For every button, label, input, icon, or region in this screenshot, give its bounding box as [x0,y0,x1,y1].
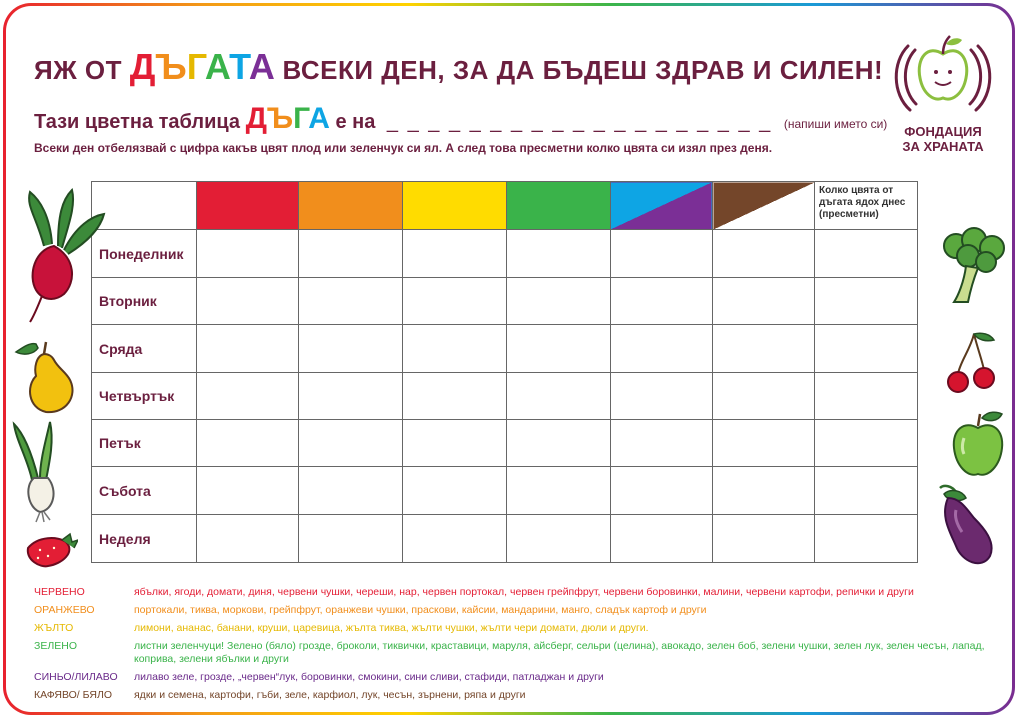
color-count-cell[interactable] [506,230,610,278]
color-count-cell[interactable] [403,278,507,325]
color-count-cell[interactable] [299,373,403,420]
color-count-cell[interactable] [403,467,507,515]
legend-row [34,604,1004,617]
eggplant-icon [930,480,996,572]
leek-icon [10,420,74,524]
blue-purple-column-header [610,182,713,230]
apple-hands-icon [888,28,998,124]
color-count-cell[interactable] [196,230,299,278]
color-count-cell[interactable] [610,278,713,325]
color-count-cell[interactable] [299,325,403,373]
green-column-header [506,182,610,230]
subtitle-prefix: Тази цветна таблица [34,111,241,133]
day-label: Петък [92,420,197,467]
color-count-cell[interactable] [506,467,610,515]
legend-items: лилаво зеле, грозде, „червен“лук, боровинки, смокини, сини сливи, стафиди, патладжан и други [134,671,604,683]
color-count-cell[interactable] [610,420,713,467]
legend-items: лимони, ананас, банани, круши, царевица, жълта тиква, жълти чушки, жълти чери домати, дюли и други. [134,622,649,634]
day-label: Вторник [92,278,197,325]
logo-line-2: ЗА ХРАНАТА [902,139,984,154]
day-label: Сряда [92,325,197,373]
title-suffix: ВСЕКИ ДЕН, ЗА ДА БЪДЕШ ЗДРАВ И СИЛЕН! [282,55,884,85]
table-row [92,278,1024,325]
color-count-cell[interactable] [713,325,815,373]
color-legend [34,586,1004,707]
color-count-cell[interactable] [713,278,815,325]
orange-column-header [299,182,403,230]
rainbow-letter: А [308,102,330,135]
color-count-cell[interactable] [506,515,610,563]
rainbow-letter: Д [129,46,156,87]
legend-color-name: СИНЬО/ЛИЛАВО [34,671,118,683]
subtitle-rainbow-word [246,102,330,135]
color-count-cell[interactable] [299,515,403,563]
color-count-cell[interactable] [403,420,507,467]
legend-row [34,586,1004,599]
legend-items: листни зеленчуци! Зелено (бяло) грозде, броколи, тиквички, краставици, маруля, айсберг, сельри (целина), авокадо, зелен боб, зелени чушки, зелен лук, зелен чесън, лапад, коприва, зелени ябълки и други [134,640,985,665]
color-count-cell[interactable] [506,278,610,325]
color-count-cell[interactable] [299,467,403,515]
title-prefix: ЯЖ ОТ [34,55,123,85]
cherries-icon [944,330,1000,394]
green-apple-icon [948,408,1006,480]
subtitle [34,102,887,136]
color-count-cell[interactable] [403,373,507,420]
total-cell[interactable] [815,325,918,373]
color-count-cell[interactable] [713,373,815,420]
rainbow-letter: Ъ [155,46,187,87]
total-cell[interactable] [815,420,918,467]
brown-white-column-header [713,182,815,230]
legend-color-name: ЗЕЛЕНО [34,640,77,652]
total-column-header: Колко цвята от дъгата ядох днес (пресметни) [815,182,918,230]
total-cell[interactable] [815,278,918,325]
legend-color-name: ОРАНЖЕВО [34,604,95,616]
table-row [92,515,1024,563]
logo-line-1: ФОНДАЦИЯ [904,124,982,139]
color-count-cell[interactable] [610,467,713,515]
pear-icon [12,338,84,416]
color-count-cell[interactable] [196,420,299,467]
color-count-cell[interactable] [403,515,507,563]
rainbow-letter: А [248,46,275,87]
day-label: Четвъртък [92,373,197,420]
legend-color-name: КАФЯВО/ БЯЛО [34,689,113,701]
day-label: Неделя [92,515,197,563]
color-count-cell[interactable] [196,373,299,420]
logo [888,28,998,160]
color-count-cell[interactable] [610,515,713,563]
color-count-cell[interactable] [506,420,610,467]
total-cell[interactable] [815,467,918,515]
rainbow-letter: Д [245,102,267,135]
header-row [92,182,1024,230]
day-label: Събота [92,467,197,515]
legend-row [34,622,1004,635]
color-count-cell[interactable] [713,467,815,515]
color-count-cell[interactable] [506,325,610,373]
table-row [92,325,1024,373]
color-count-cell[interactable] [506,373,610,420]
logo-text [888,124,998,154]
color-count-cell[interactable] [403,230,507,278]
legend-row [34,640,1004,666]
total-cell[interactable] [815,373,918,420]
rainbow-letter: Г [186,46,205,87]
color-count-cell[interactable] [196,515,299,563]
color-count-cell[interactable] [299,278,403,325]
color-count-cell[interactable] [196,467,299,515]
legend-row [34,689,1004,702]
color-count-cell[interactable] [403,325,507,373]
color-count-cell[interactable] [196,278,299,325]
legend-color-name: ЧЕРВЕНО [34,586,85,598]
color-count-cell[interactable] [713,515,815,563]
radish-icon [14,186,106,326]
table-row [92,373,1024,420]
legend-row [34,671,1004,684]
rainbow-letter: А [204,46,230,87]
total-cell[interactable] [815,515,918,563]
broccoli-icon [938,226,1010,306]
color-count-cell[interactable] [610,230,713,278]
rainbow-letter: Ъ [267,102,294,135]
yellow-column-header [403,182,507,230]
name-blank-line[interactable]: _ _ _ _ _ _ _ _ _ _ _ _ _ _ _ _ _ _ _ [386,111,773,133]
color-count-cell[interactable] [299,230,403,278]
red-column-header [196,182,299,230]
color-count-cell[interactable] [713,230,815,278]
rainbow-letter: Г [293,102,309,135]
color-count-cell[interactable] [713,420,815,467]
page-title [34,46,883,88]
corner-cell [92,182,197,230]
subtitle-middle: е на [335,111,376,133]
legend-color-name: ЖЪЛТО [34,622,74,634]
table-row [92,467,1024,515]
strawberry-icon [22,530,78,570]
legend-items: ябълки, ягоди, домати, диня, червени чушки, череши, нар, червен портокал, червен грейпфрут, червени боровинки, малини, червени картофи, репички и други [134,586,914,598]
table-row [92,230,1024,278]
color-count-cell[interactable] [610,325,713,373]
rainbow-letter: Т [229,46,249,87]
color-count-cell[interactable] [196,325,299,373]
name-hint: (напиши името си) [783,117,888,131]
title-rainbow-word [130,46,275,87]
total-cell[interactable] [815,230,918,278]
day-label: Понеделник [92,230,197,278]
legend-items: портокали, тиква, моркови, грейпфрут, оранжеви чушки, праскови, кайсии, мандарини, манго, сладък картоф и други [134,604,707,616]
legend-items: ядки и семена, картофи, гъби, зеле, карфиол, лук, чесън, зърнени, ряпа и други [134,689,526,701]
table-row [92,420,1024,467]
instruction-text: Всеки ден отбелязвай с цифра какъв цвят плод или зеленчук си ял. А след това пресметни колко цвята си изял през деня. [34,141,773,155]
rainbow-table [91,181,1024,563]
color-count-cell[interactable] [610,373,713,420]
color-count-cell[interactable] [299,420,403,467]
